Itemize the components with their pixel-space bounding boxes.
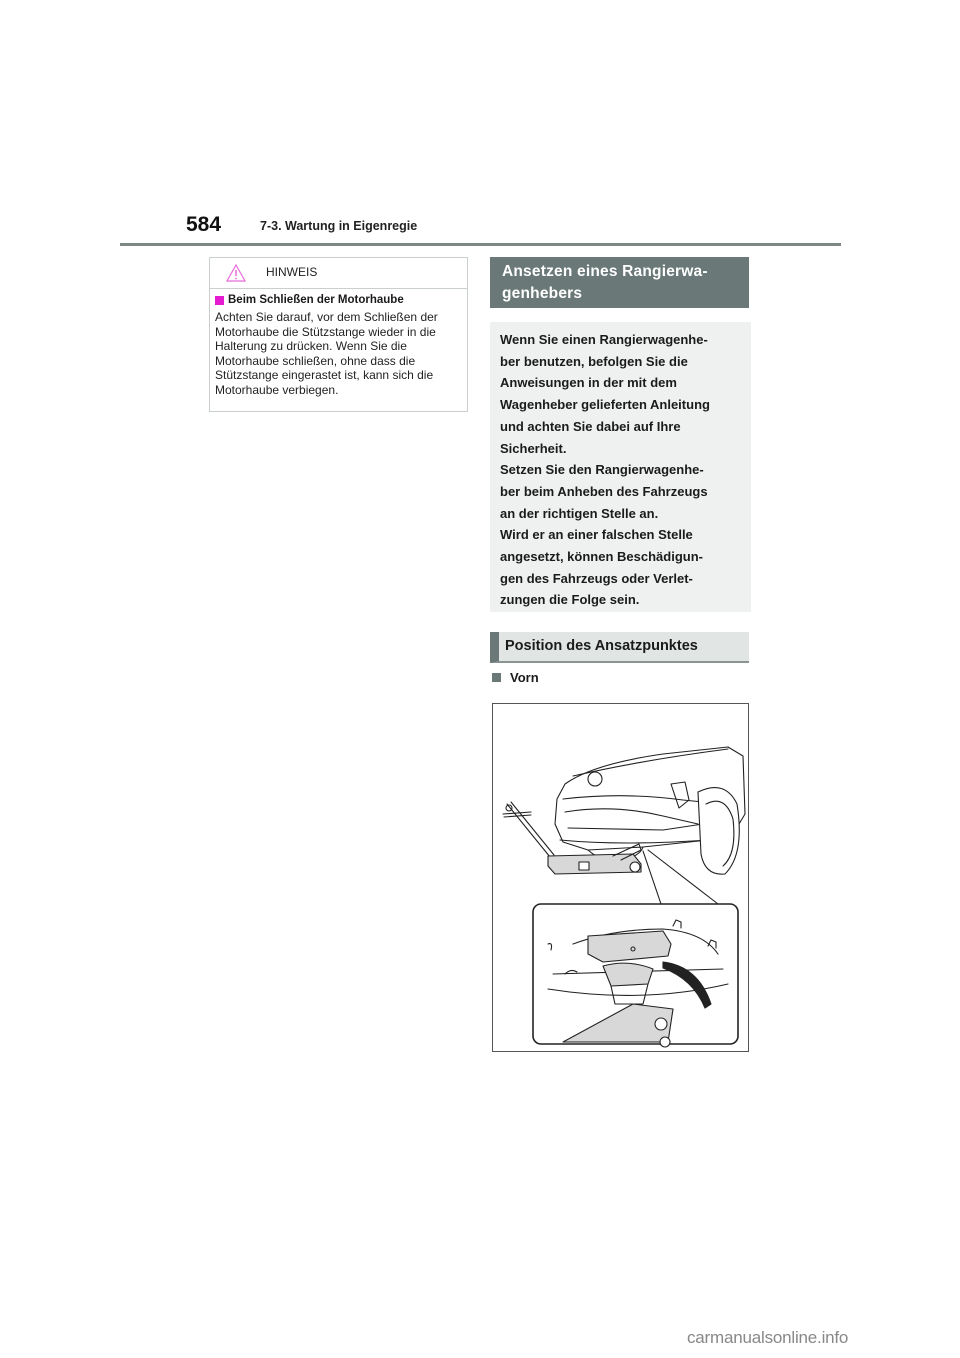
subsection-heading: Position des Ansatzpunktes xyxy=(490,632,749,663)
notice-subtitle xyxy=(215,294,461,306)
section-heading-line: genhebers xyxy=(502,285,583,302)
intro-line: ber benutzen, befolgen Sie die xyxy=(500,353,688,369)
notice-line: Motorhaube verbiegen. xyxy=(215,382,339,397)
warning-triangle-icon xyxy=(226,264,246,282)
intro-line: Wenn Sie einen Rangierwagenhe- xyxy=(500,332,708,347)
intro-box xyxy=(490,322,751,612)
intro-line: Wagenheber gelieferten Anleitung xyxy=(500,397,710,413)
header-divider xyxy=(120,243,841,246)
intro-line: Wird er an einer falschen Stelle xyxy=(500,527,693,543)
intro-line: Setzen Sie den Rangierwagenhe- xyxy=(500,462,704,478)
section-heading-line: Ansetzen eines Rangierwa- xyxy=(502,263,708,280)
intro-line: angesetzt, können Beschädigun- xyxy=(500,549,703,565)
section-heading xyxy=(490,257,749,308)
notice-subtitle-text: Beim Schließen der Motorhaube xyxy=(228,294,404,306)
notice-line: Halterung zu drücken. Wenn Sie die xyxy=(215,339,407,353)
notice-label: HINWEIS xyxy=(266,265,318,279)
notice-line: Motorhaube die Stützstange wieder in die xyxy=(215,324,436,339)
car-jack-illustration xyxy=(493,704,748,1051)
intro-line: zungen die Folge sein. xyxy=(500,592,640,608)
intro-line: und achten Sie dabei auf Ihre xyxy=(500,418,681,434)
magenta-square-icon xyxy=(215,296,224,305)
item-heading xyxy=(492,670,539,685)
watermark: carmanualsonline.info xyxy=(687,1328,849,1347)
notice-line: Achten Sie darauf, vor dem Schließen der xyxy=(215,310,438,324)
notice-header xyxy=(210,258,467,289)
notice-text xyxy=(215,310,461,397)
notice-box xyxy=(209,257,468,412)
page-number: 584 xyxy=(186,213,222,236)
chapter-title: 7-3. Wartung in Eigenregie xyxy=(260,219,418,233)
intro-line: an der richtigen Stelle an. xyxy=(500,505,659,521)
notice-line: Motorhaube schließen, ohne dass die xyxy=(215,353,416,368)
intro-line: gen des Fahrzeugs oder Verlet- xyxy=(500,570,693,586)
notice-line: Stützstange eingerastet ist, kann sich die xyxy=(215,368,434,382)
gray-square-icon xyxy=(492,673,501,682)
intro-line: Anweisungen in der mit dem xyxy=(500,375,677,391)
intro-line: ber beim Anheben des Fahrzeugs xyxy=(500,483,708,499)
jack-point-figure xyxy=(492,703,749,1052)
item-heading-text: Vorn xyxy=(510,670,539,685)
intro-line: Sicherheit. xyxy=(500,440,567,456)
